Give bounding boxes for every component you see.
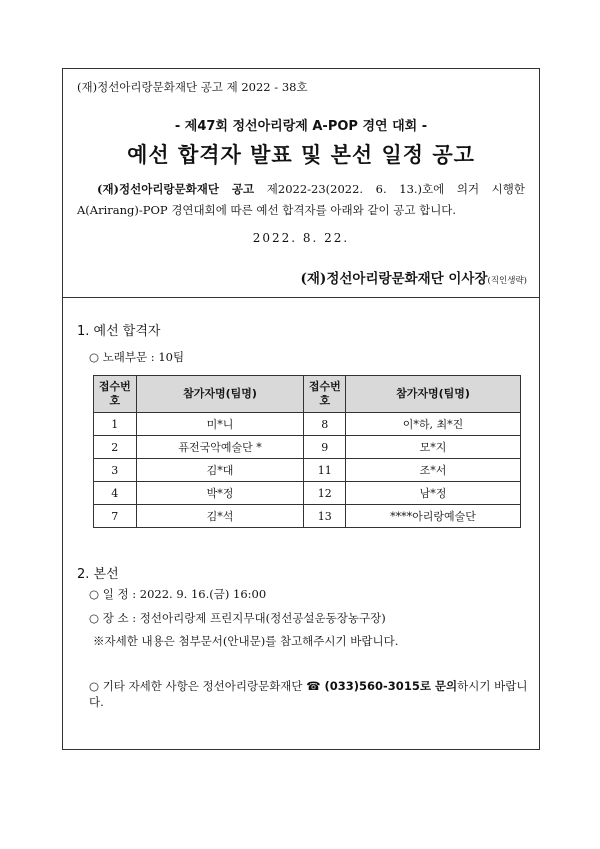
header-participant: 참가자명(팀명) [346, 376, 521, 413]
table-cell: 미*니 [136, 413, 304, 436]
contact-phone: ☎ (033)560-3015로 문의 [306, 679, 458, 693]
table-header-row [94, 376, 521, 413]
finals-date-value: : 2022. 9. 16.(금) 16:00 [132, 587, 267, 601]
circle-bullet-icon: ○ [89, 611, 100, 625]
table-cell: 13 [304, 505, 346, 528]
notice-date: 2022. 8. 22. [252, 231, 350, 245]
category-text: 노래부문 : 10팀 [102, 350, 185, 364]
table-cell: 12 [304, 482, 346, 505]
notice-subtitle: - 제47회 정선아리랑제 A-POP 경연 대회 - [174, 119, 428, 134]
table-cell: 이*하, 최*진 [346, 413, 521, 436]
contact-suffix: 하시기 바랍니다. [89, 679, 528, 709]
table-cell: 11 [304, 459, 346, 482]
notice-number: (재)정선아리랑문화재단 공고 제 2022 - 38호 [77, 80, 308, 94]
notice-body-rest: 제2022-23(2022. 6. 13.)호에 의거 시행한 A(Arirang)-POP 경연대회에 따른 예선 합격자를 아래와 같이 공고 합니다. [77, 182, 525, 217]
circle-bullet-icon: ○ [89, 587, 100, 601]
table-cell: 7 [94, 505, 137, 528]
table-cell: 김*대 [136, 459, 304, 482]
attachment-note: ※자세한 내용은 첨부문서(안내문)를 참고해주시기 바랍니다. [93, 634, 399, 648]
table-cell: 8 [304, 413, 346, 436]
issuer-name: (재)정선아리랑문화재단 이사장 [300, 271, 488, 287]
finals-place-line [89, 610, 386, 626]
notice-body [77, 179, 525, 221]
circle-bullet-icon: ○ [89, 679, 100, 693]
contact-line [89, 678, 539, 710]
section-heading-qualifiers: 1. 예선 합격자 [77, 324, 161, 339]
table-cell: 김*석 [136, 505, 304, 528]
table-row [94, 436, 521, 459]
table-row [94, 413, 521, 436]
table-row [94, 505, 521, 528]
notice-document [62, 68, 540, 750]
table-cell: 2 [94, 436, 137, 459]
header-entry-no: 접수번호 [94, 376, 137, 413]
notice-body-bold: (재)정선아리랑문화재단 공고 [97, 182, 255, 196]
table-cell: 3 [94, 459, 137, 482]
seal-omitted: (직인생략) [487, 276, 527, 286]
qualifiers-table [93, 375, 521, 528]
table-row [94, 459, 521, 482]
section-heading-finals: 2. 본선 [77, 567, 119, 582]
table-cell: 1 [94, 413, 137, 436]
finals-date-line [89, 586, 266, 602]
table-cell: 퓨전국악예술단 * [136, 436, 304, 459]
circle-bullet-icon: ○ [89, 350, 100, 364]
table-cell: 모*지 [346, 436, 521, 459]
header-participant: 참가자명(팀명) [136, 376, 304, 413]
notice-title: 예선 합격자 발표 및 본선 일정 공고 [127, 143, 475, 167]
table-cell: 9 [304, 436, 346, 459]
table-cell: 남*정 [346, 482, 521, 505]
table-cell: 박*정 [136, 482, 304, 505]
table-cell: 조*서 [346, 459, 521, 482]
finals-date-label: 일 정 [102, 587, 129, 601]
issuer [301, 267, 528, 287]
table-cell: ****아리랑예술단 [346, 505, 521, 528]
contact-prefix: 기타 자세한 사항은 정선아리랑문화재단 [102, 679, 303, 693]
table-row [94, 482, 521, 505]
category-line [89, 349, 184, 365]
header-entry-no: 접수번호 [304, 376, 346, 413]
finals-place-value: : 정선아리랑제 프린지무대(정선공설운동장농구장) [132, 611, 386, 625]
notice-header [63, 69, 539, 298]
table-cell: 4 [94, 482, 137, 505]
finals-place-label: 장 소 [102, 611, 129, 625]
